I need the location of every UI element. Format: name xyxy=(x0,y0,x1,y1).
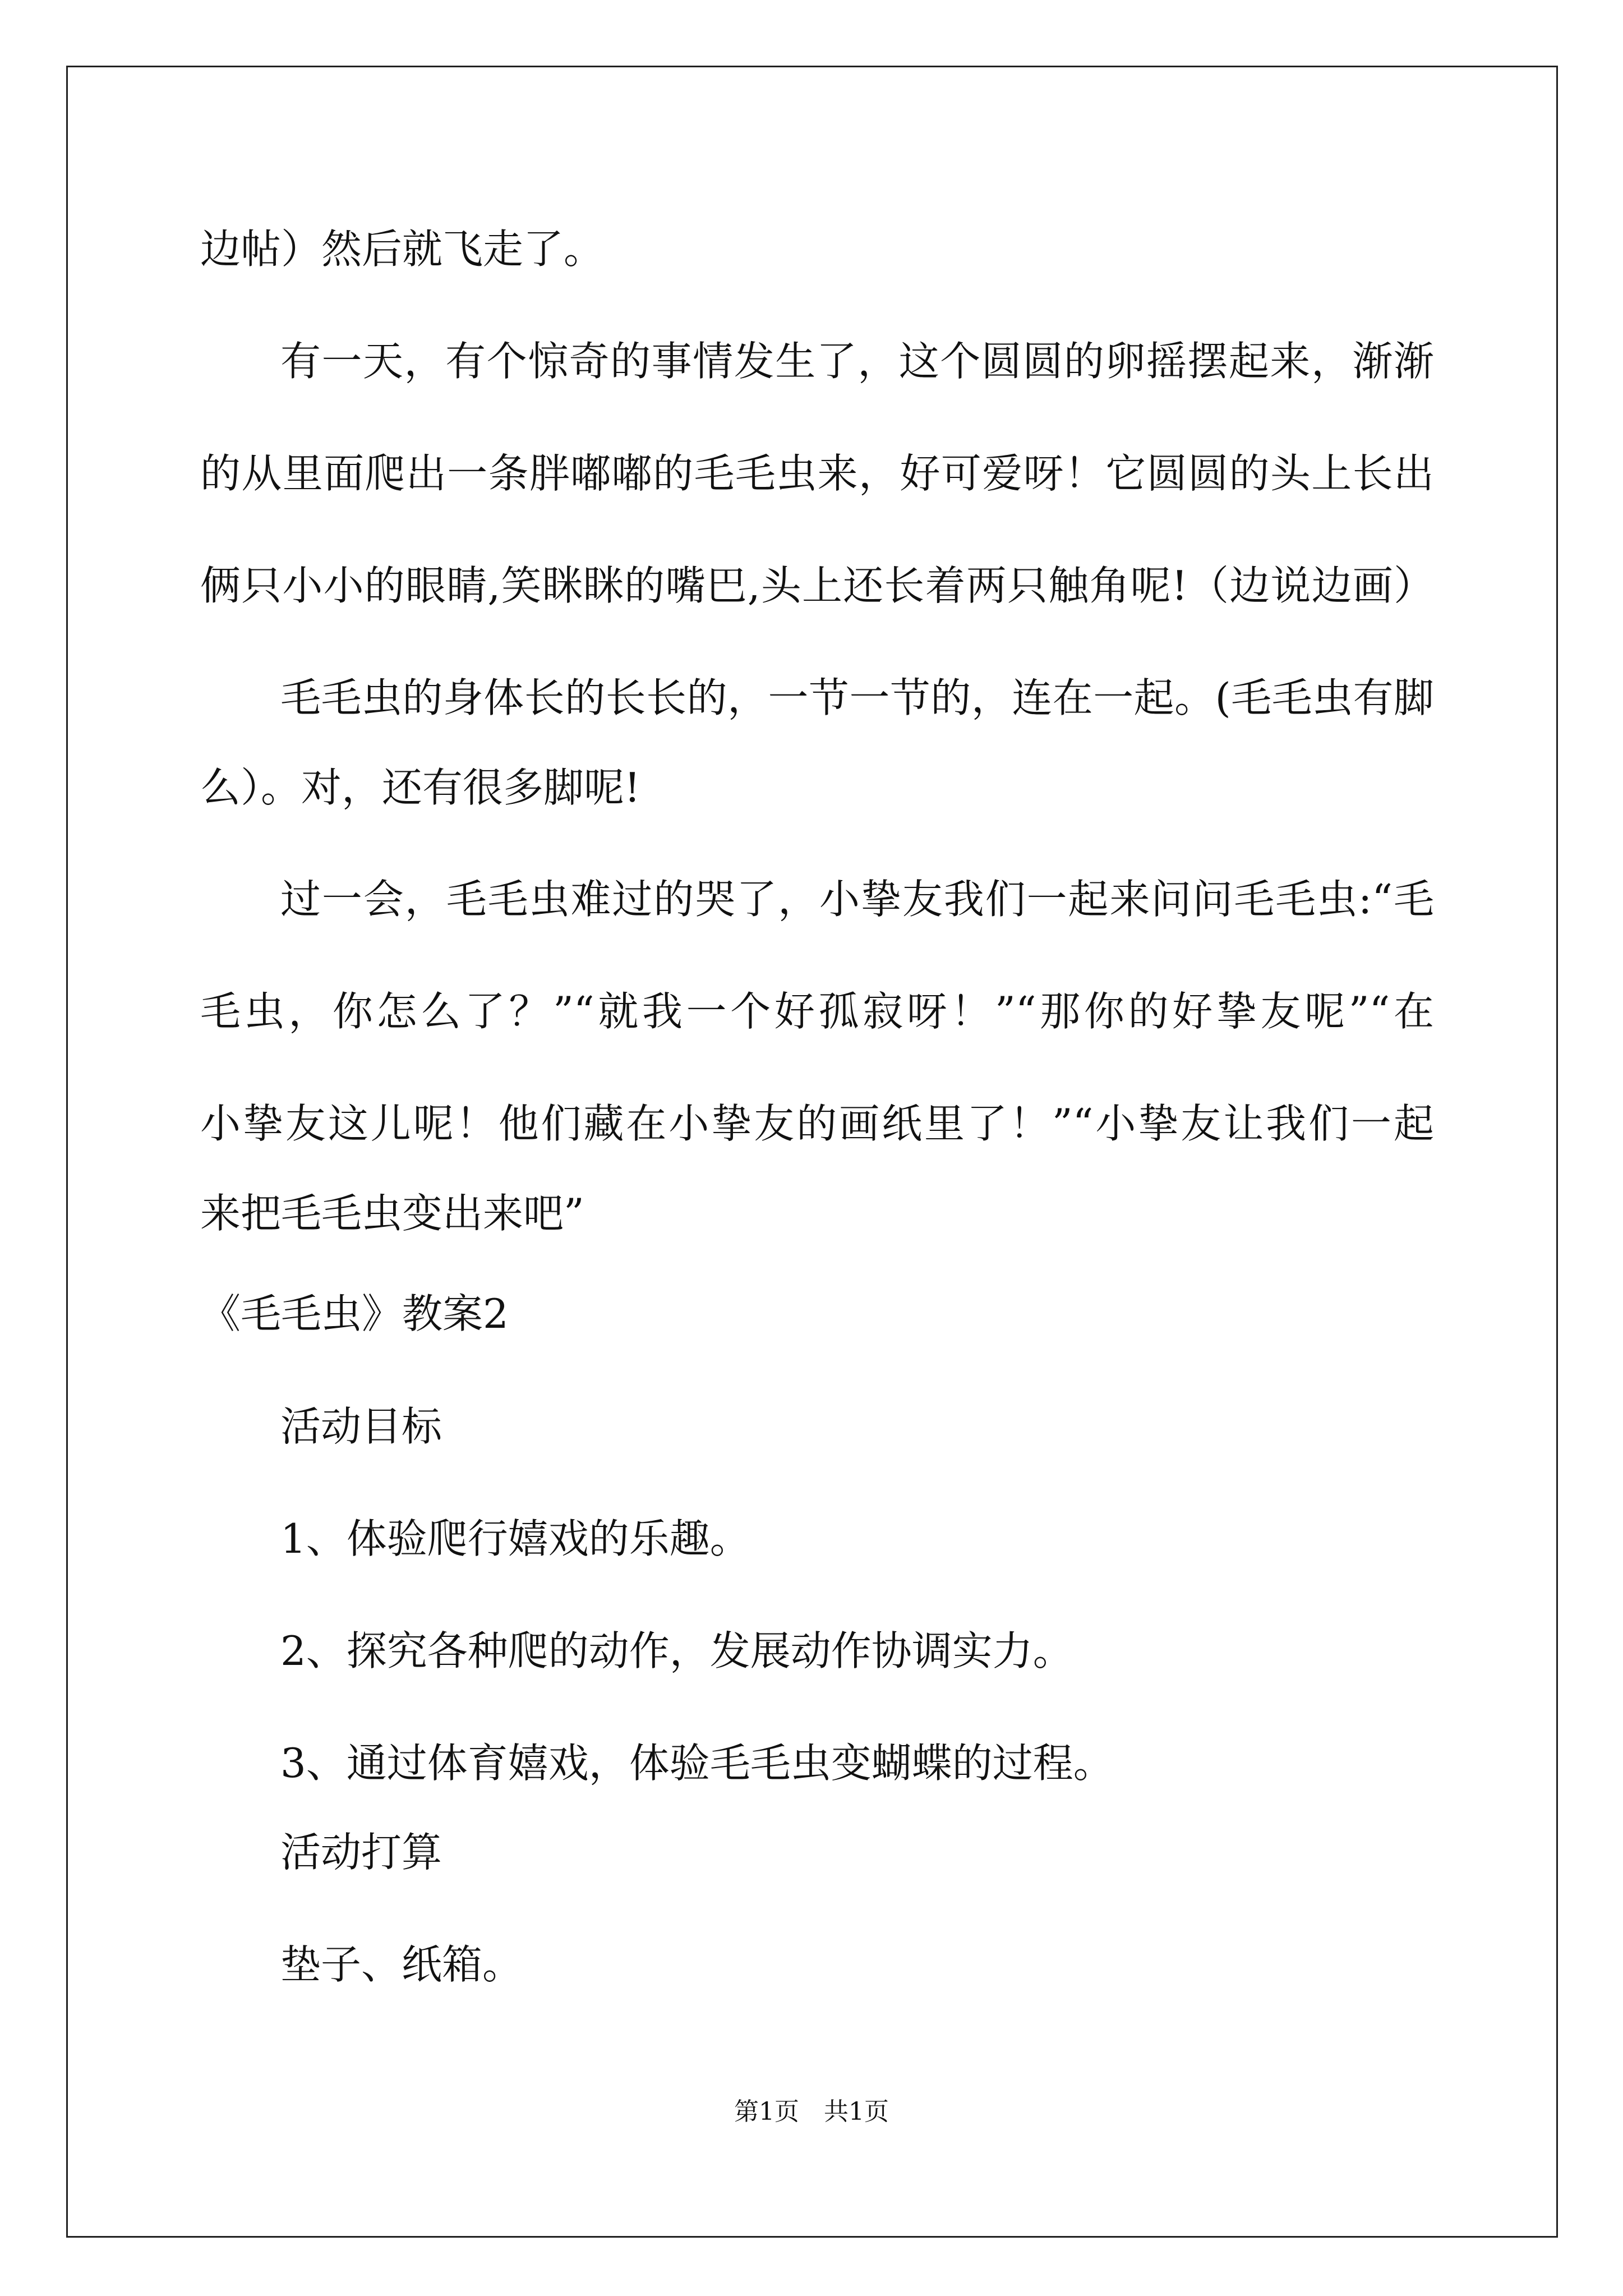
text-line: 毛虫，你怎么了？”“就我一个好孤寂呀！”“那你的好挚友呢”“在 xyxy=(200,988,1434,1035)
section-heading: 《毛毛虫》教案2 xyxy=(200,1290,509,1337)
text-line: 毛毛虫的身体长的长长的，一节一节的，连在一起。(毛毛虫有脚 xyxy=(280,674,1434,721)
text-line: 来把毛毛虫变出来吧” xyxy=(200,1190,584,1237)
text-line: 边帖）然后就飞走了。 xyxy=(200,226,605,273)
text-line: 小挚友这儿呢！他们藏在小挚友的画纸里了！”“小挚友让我们一起 xyxy=(200,1100,1434,1147)
text-line: 过一会，毛毛虫难过的哭了，小挚友我们一起来问问毛毛虫:“毛 xyxy=(280,876,1434,923)
text-line: 俩只小小的眼睛,笑眯眯的嘴巴,头上还长着两只触角呢!（边说边画） xyxy=(200,562,1434,609)
text-line: 垫子、纸箱。 xyxy=(280,1941,523,1988)
page-border xyxy=(66,66,1558,2238)
list-item: 2、探究各种爬的动作，发展动作协调实力。 xyxy=(280,1627,1073,1674)
text-line: 么）。对，还有很多脚呢! xyxy=(200,764,640,811)
list-item: 1、体验爬行嬉戏的乐趣。 xyxy=(280,1515,750,1562)
page-footer: 第1页 共1页 xyxy=(734,2097,889,2126)
subheading: 活动目标 xyxy=(280,1403,442,1450)
subheading: 活动打算 xyxy=(280,1829,442,1876)
text-line: 的从里面爬出一条胖嘟嘟的毛毛虫来，好可爱呀！它圆圆的头上长出 xyxy=(200,450,1434,497)
list-item: 3、通过体育嬉戏，体验毛毛虫变蝴蝶的过程。 xyxy=(280,1740,1114,1787)
text-line: 有一天，有个惊奇的事情发生了，这个圆圆的卵摇摆起来，渐渐 xyxy=(280,338,1434,385)
